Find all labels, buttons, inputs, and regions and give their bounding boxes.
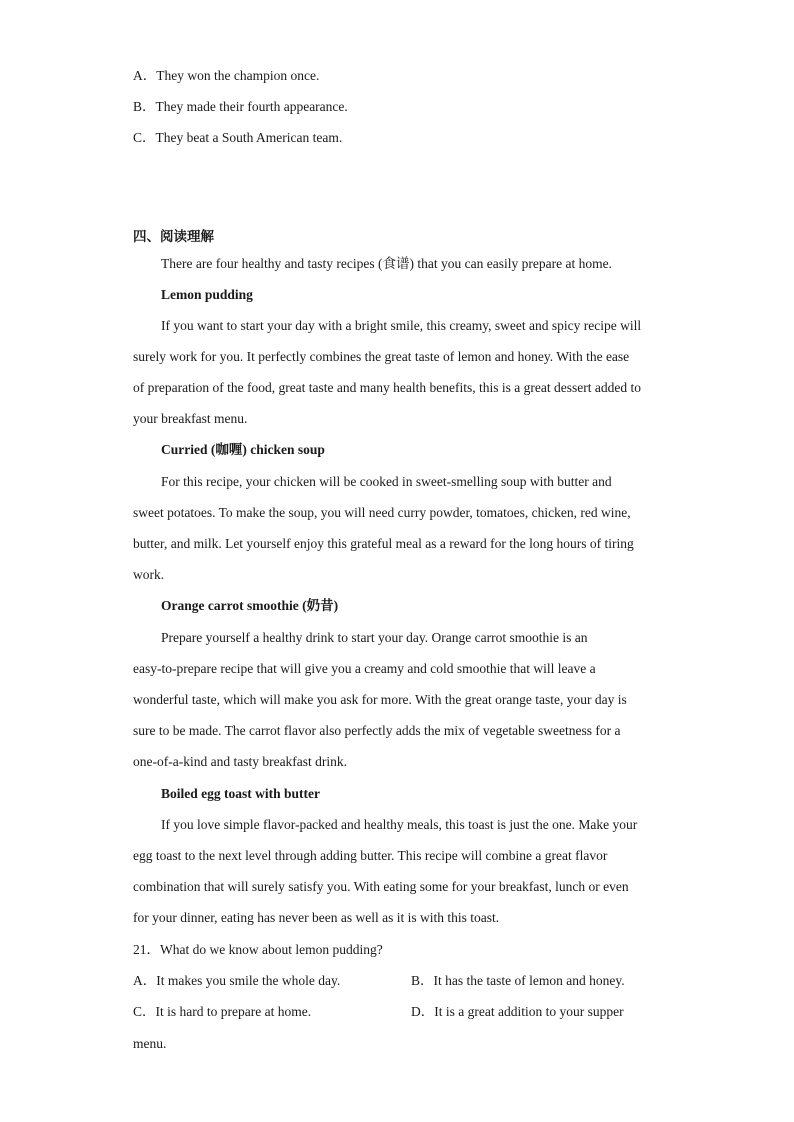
recipe-text-line: easy-to-prepare recipe that will give you a creamy and cold smoothie that will leave a — [133, 661, 596, 676]
recipe-title: Curried (咖喱) chicken soup — [161, 442, 325, 457]
recipe-text-line: wonderful taste, which will make you ask for more. With the great orange taste, your day is — [133, 692, 627, 707]
recipe-title: Boiled egg toast with butter — [161, 786, 320, 801]
recipe-title: Orange carrot smoothie (奶昔) — [161, 598, 339, 613]
option-d: D．It is a great addition to your supper — [411, 1004, 624, 1019]
option-d-continuation: menu. — [133, 1036, 167, 1051]
option-a: A．It makes you smile the whole day. — [133, 973, 341, 988]
option-b: B．It has the taste of lemon and honey. — [411, 973, 625, 988]
recipe-text-line: sure to be made. The carrot flavor also perfectly adds the mix of vegetable sweetness for a — [133, 723, 621, 738]
question-stem: 21．What do we know about lemon pudding? — [133, 942, 383, 957]
option-c: C．They beat a South American team. — [133, 130, 343, 145]
recipe-text-line: surely work for you. It perfectly combines the great taste of lemon and honey. With the ease — [133, 349, 630, 364]
option-c: C．It is hard to prepare at home. — [133, 1004, 312, 1019]
recipe-text-line: of preparation of the food, great taste and many health benefits, this is a great dessert added to — [133, 380, 641, 395]
option-b: B．They made their fourth appearance. — [133, 99, 348, 114]
recipe-text-line: For this recipe, your chicken will be cooked in sweet-smelling soup with butter and — [161, 474, 612, 489]
option-a: A．They won the champion once. — [133, 68, 320, 83]
recipe-text-line: butter, and milk. Let yourself enjoy this grateful meal as a reward for the long hours of tiring — [133, 536, 634, 551]
section-heading: 四、阅读理解 — [133, 229, 214, 244]
passage-intro: There are four healthy and tasty recipes (食谱) that you can easily prepare at home. — [161, 256, 612, 271]
recipe-text-line: Prepare yourself a healthy drink to start your day. Orange carrot smoothie is an — [161, 630, 588, 645]
recipe-text-line: If you love simple flavor-packed and healthy meals, this toast is just the one. Make your — [161, 817, 638, 832]
recipe-text-line: combination that will surely satisfy you. With eating some for your breakfast, lunch or even — [133, 879, 629, 894]
recipe-text-line: for your dinner, eating has never been as well as it is with this toast. — [133, 910, 500, 925]
recipe-title: Lemon pudding — [161, 287, 253, 302]
recipe-text-line: work. — [133, 567, 165, 582]
recipe-text-line: sweet potatoes. To make the soup, you will need curry powder, tomatoes, chicken, red wine, — [133, 505, 631, 520]
recipe-text-line: If you want to start your day with a bright smile, this creamy, sweet and spicy recipe will — [161, 318, 642, 333]
recipe-text-line: your breakfast menu. — [133, 411, 248, 426]
recipe-text-line: egg toast to the next level through adding butter. This recipe will combine a great flavor — [133, 848, 608, 863]
recipe-text-line: one-of-a-kind and tasty breakfast drink. — [133, 754, 348, 769]
